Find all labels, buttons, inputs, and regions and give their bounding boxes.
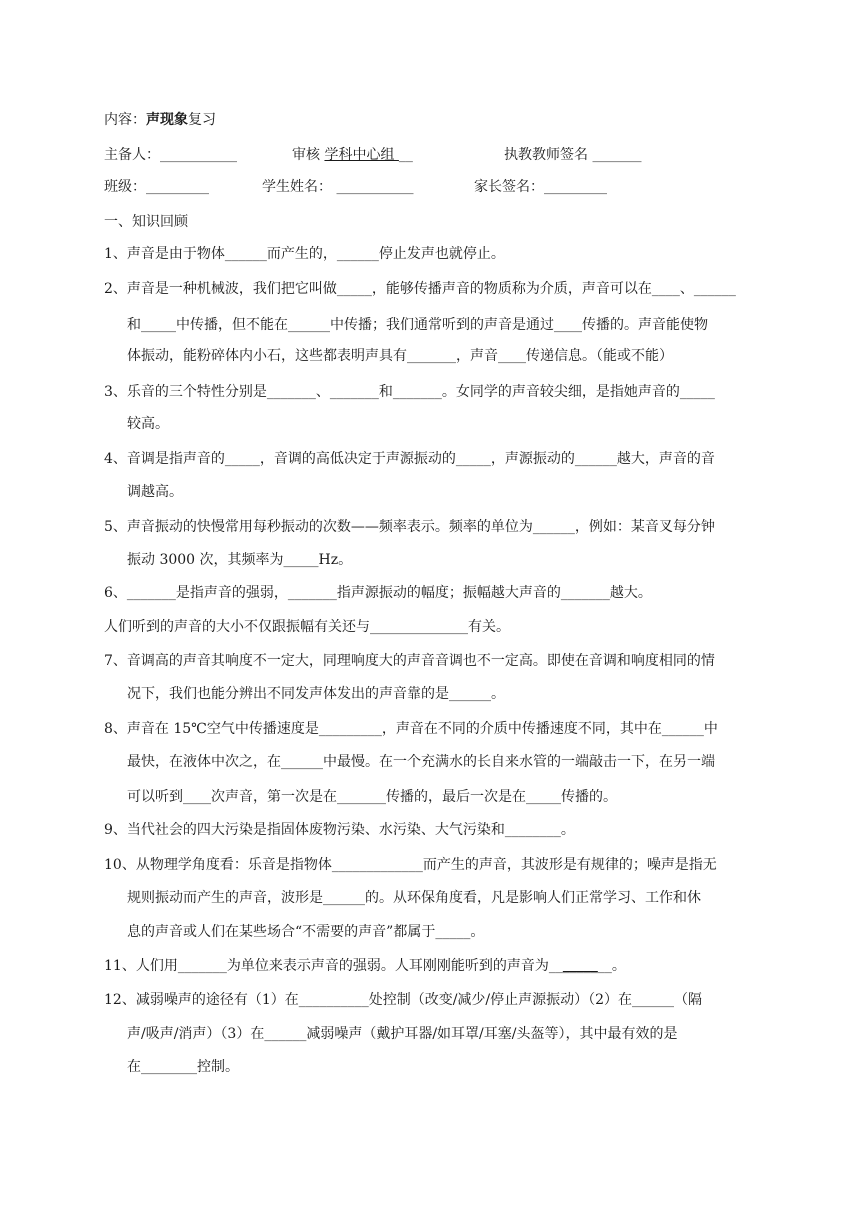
section-title: 一、知识回顾 bbox=[104, 214, 188, 230]
parent-signature-blank[interactable]: _________ bbox=[544, 179, 607, 195]
question-line: 9、当代社会的四大污染是指固体废物污染、水污染、大气污染和________。 bbox=[104, 822, 575, 838]
reviewer-value: 学科中心组 bbox=[324, 147, 399, 163]
content-suffix: 复习 bbox=[188, 112, 216, 128]
question-line: 6、_______是指声音的强弱，_______指声源振动的幅度；振幅越大声音的_______越大。 bbox=[104, 585, 652, 601]
class-label: 班级： bbox=[104, 179, 146, 195]
content-line bbox=[104, 110, 216, 130]
question-line: 人们听到的声音的大小不仅跟振幅有关还与______________有关。 bbox=[104, 619, 510, 635]
teacher-signature-field bbox=[504, 145, 641, 165]
question-line: 12、减弱噪声的途径有（1）在__________处控制（改变/减少/停止声源振动）（2）在______（隔 bbox=[104, 992, 703, 1008]
content-prefix: 内容： bbox=[104, 112, 146, 128]
student-name-blank[interactable]: ___________ bbox=[336, 179, 414, 195]
question-line: 况下，我们也能分辨出不同发声体发出的声音靠的是______。 bbox=[127, 686, 505, 702]
content-topic: 声现象 bbox=[146, 112, 188, 128]
question-line: 较高。 bbox=[127, 416, 169, 432]
class-blank[interactable]: _________ bbox=[146, 179, 209, 195]
question-line: 在________控制。 bbox=[127, 1059, 239, 1075]
question-line: 声/吸声/消声）（3）在______减弱噪声（戴护耳器/如耳罩/耳塞/头盔等），其中最有效的是 bbox=[127, 1026, 678, 1042]
question-line: 4、音调是指声音的_____，音调的高低决定于声源振动的_____，声源振动的______越大，声音的音 bbox=[104, 451, 715, 467]
parent-signature-field bbox=[474, 177, 607, 197]
preparer-label: 主备人： bbox=[104, 147, 160, 163]
question-text: 11、人们用_______为单位来表示声音的强弱。人耳刚刚能听到的声音为__ bbox=[104, 958, 563, 974]
question-line: 5、声音振动的快慢常用每秒振动的次数——频率表示。频率的单位为______，例如：某音叉每分钟 bbox=[104, 519, 715, 535]
question-line: 调越高。 bbox=[127, 484, 183, 500]
question-tail: __。 bbox=[597, 958, 626, 974]
reviewer-field bbox=[292, 145, 413, 165]
class-field bbox=[104, 177, 209, 197]
preparer-field bbox=[104, 145, 237, 165]
question-line: 8、声音在 15℃空气中传播速度是_________，声音在不同的介质中传播速度不同，其中在______中 bbox=[104, 721, 718, 737]
reviewer-label: 审核 bbox=[292, 147, 320, 163]
teacher-signature-label: 执教教师签名 bbox=[504, 147, 588, 163]
question-line: 7、音调高的声音其响度不一定大，同理响度大的声音音调也不一定高。即使在音调和响度相同的情 bbox=[104, 653, 715, 669]
parent-signature-label: 家长签名： bbox=[474, 179, 544, 195]
question-line: 3、乐音的三个特性分别是_______、_______和_______。女同学的声音较尖细，是指她声音的_____ bbox=[104, 384, 715, 400]
question-line: 1、声音是由于物体______而产生的，______停止发声也就停止。 bbox=[104, 246, 505, 262]
question-line bbox=[104, 956, 626, 976]
student-name-label: 学生姓名： bbox=[262, 179, 332, 195]
question-line: 10、从物理学角度看：乐音是指物体_____________而产生的声音，其波形是有规律的；噪声是指无 bbox=[104, 857, 717, 873]
question-line: 体振动，能粉碎体内小石，这些都表明声具有_______，声音____传递信息。（能或不能） bbox=[127, 348, 673, 364]
question-line: 振动 3000 次，其频率为_____Hz。 bbox=[127, 552, 353, 568]
question-line: 最快，在液体中次之，在______中最慢。在一个充满水的长自来水管的一端敲击一下，在另一端 bbox=[127, 754, 715, 770]
question-line: 息的声音或人们在某些场合“不需要的声音”都属于_____。 bbox=[127, 924, 485, 940]
teacher-signature-blank[interactable]: _______ bbox=[592, 147, 642, 163]
reviewer-tail: __ bbox=[398, 147, 413, 163]
student-name-field bbox=[262, 177, 413, 197]
question-line: 和_____中传播，但不能在______中传播；我们通常听到的声音是通过____传播的。声音能使物 bbox=[127, 317, 708, 333]
question-line: 2、声音是一种机械波，我们把它叫做_____，能够传播声音的物质称为介质，声音可以在____、______ bbox=[104, 281, 736, 297]
answer-blank[interactable]: _____ bbox=[562, 958, 598, 974]
question-line: 可以听到____次声音，第一次是在_______传播的，最后一次是在_____传播的。 bbox=[127, 789, 617, 805]
preparer-blank[interactable]: ___________ bbox=[160, 147, 237, 163]
question-line: 规则振动而产生的声音，波形是______的。从环保角度看，凡是影响人们正常学习、工作和休 bbox=[127, 890, 701, 906]
